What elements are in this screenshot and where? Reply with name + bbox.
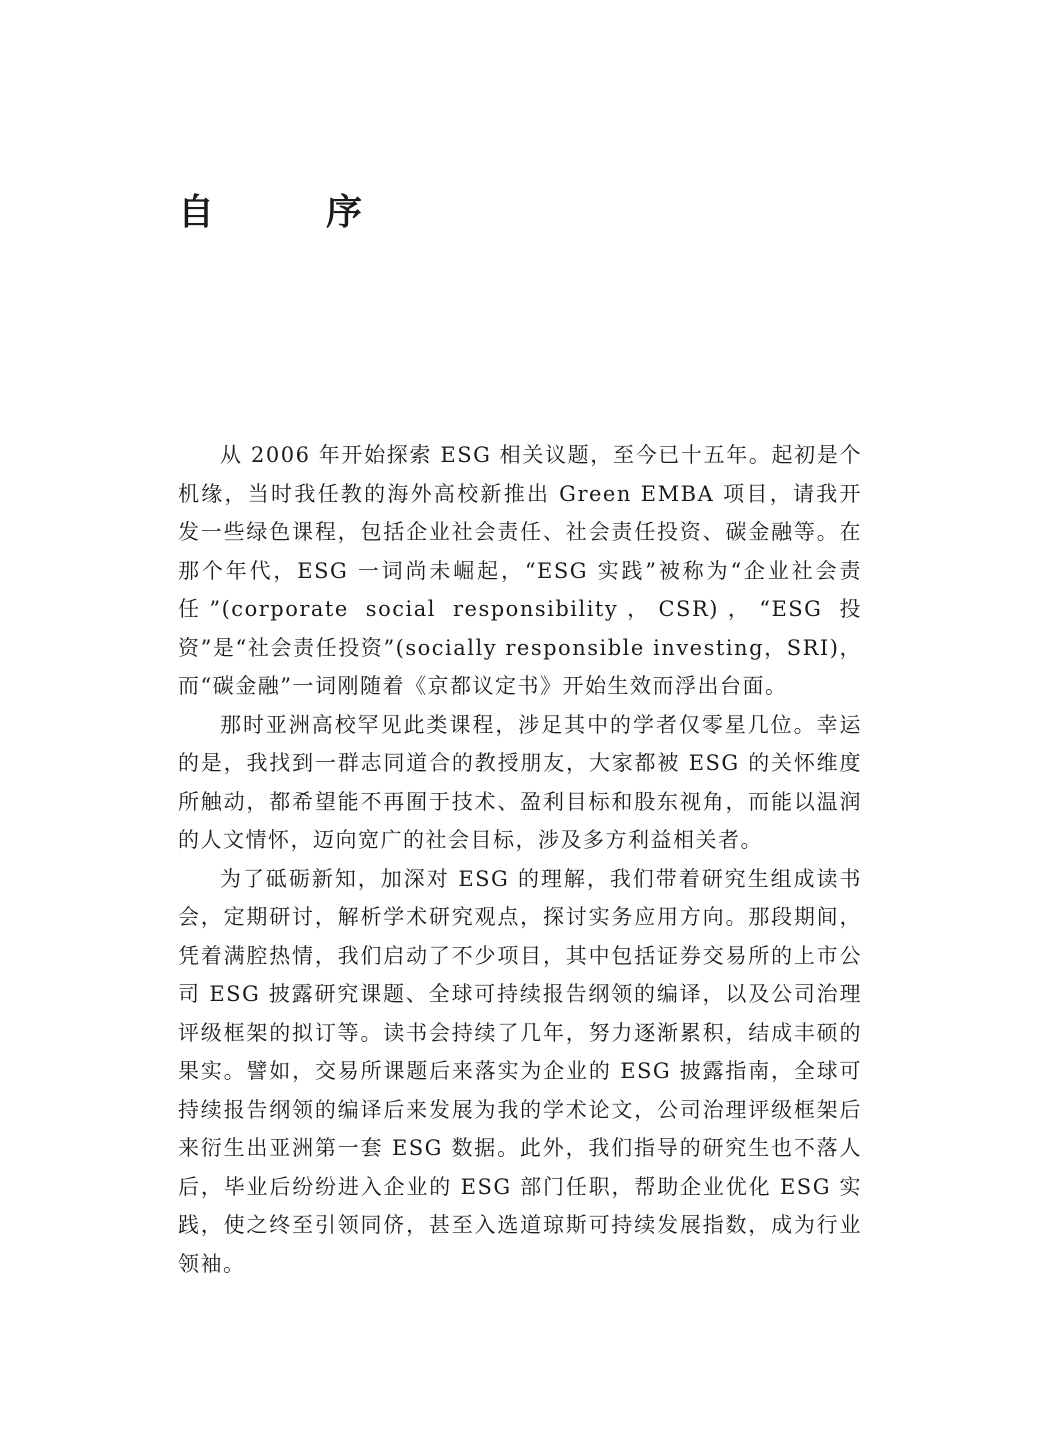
page-title: 自 序 — [178, 192, 401, 233]
paragraph-3: 为了砥砺新知，加深对 ESG 的理解，我们带着研究生组成读书会，定期研讨，解析学术研究观点，探讨实务应用方向。那段期间，凭着满腔热情，我们启动了不少项目，其中包括证券交易所的上市公司 ESG 披露研究课题、全球可持续报告纲领的编译，以及公司治理评级框架的拟订等。读书会持续了几年，努力逐渐累积，结成丰硕的果实。譬如，交易所课题后来落实为企业的 ESG 披露指南，全球可持续报告纲领的编译后来发展为我的学术论文，公司治理评级框架后来衍生出亚洲第一套 ESG 数据。此外，我们指导的研究生也不落人后，毕业后纷纷进入企业的 ESG 部门任职，帮助企业优化 ESG 实践，使之终至引领同侪，甚至入选道琼斯可持续发展指数，成为行业领袖。 — [178, 866, 862, 1276]
body-text — [178, 436, 862, 1283]
paragraph-2: 那时亚洲高校罕见此类课程，涉足其中的学者仅零星几位。幸运的是，我找到一群志同道合的教授朋友，大家都被 ESG 的关怀维度所触动，都希望能不再囿于技术、盈利目标和股东视角，而能以温润的人文情怀，迈向宽广的社会目标，涉及多方利益相关者。 — [178, 712, 862, 852]
paragraph-1: 从 2006 年开始探索 ESG 相关议题，至今已十五年。起初是个机缘，当时我任教的海外高校新推出 Green EMBA 项目，请我开发一些绿色课程，包括企业社会责任、社会责任投资、碳金融等。在那个年代，ESG 一词尚未崛起，“ESG 实践”被称为“企业社会责任”(corporate social responsibility，CSR)，“ESG 投资”是“社会责任投资”(socially responsible investing，SRI)，而“碳金融”一词刚随着《京都议定书》开始生效而浮出台面。 — [178, 443, 862, 698]
